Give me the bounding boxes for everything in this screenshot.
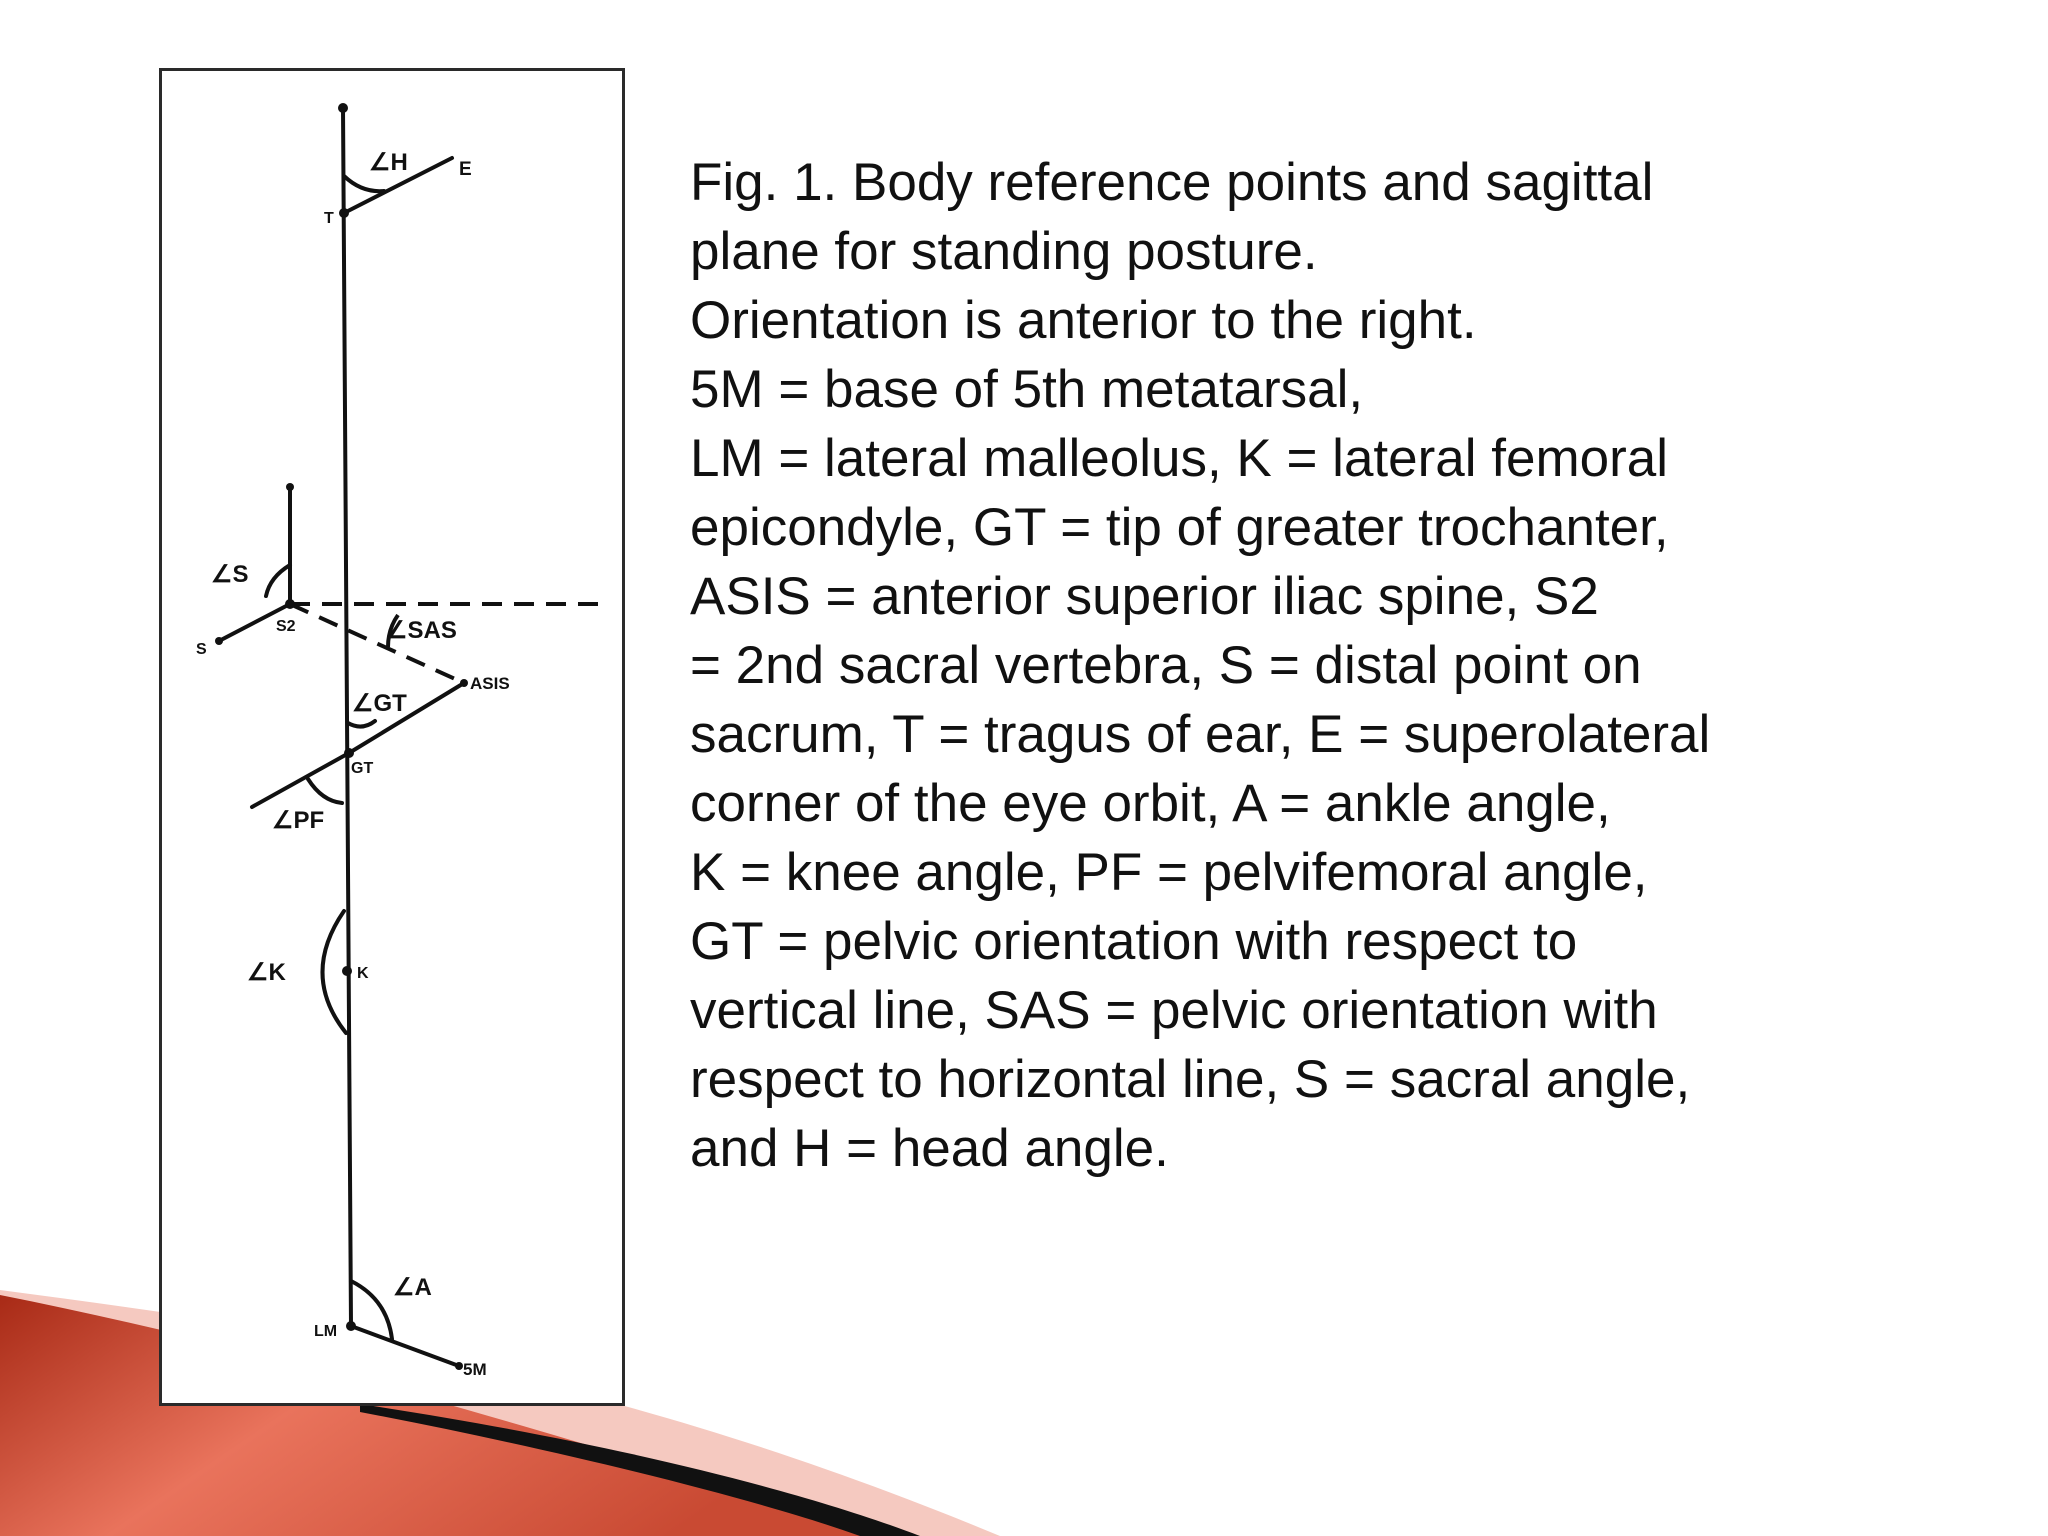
gt-angle-arc (348, 721, 375, 727)
5m-point (455, 1362, 463, 1370)
head-angle-arc (344, 176, 384, 191)
caption-line: Orientation is anterior to the right. (690, 291, 1477, 350)
sas-angle-label: ∠SAS (386, 617, 457, 644)
pelvifemoral-line (252, 753, 349, 807)
lm-label: LM (314, 1323, 338, 1340)
gt-point (344, 748, 354, 758)
caption-line: GT = pelvic orientation with respect to (690, 912, 1578, 971)
gt-label: GT (351, 760, 374, 777)
caption-line: and H = head angle. (690, 1119, 1169, 1178)
caption-line: ASIS = anterior superior iliac spine, S2 (690, 567, 1599, 626)
pf-angle-label: ∠PF (272, 807, 325, 834)
caption-line: vertical line, SAS = pelvic orientation with (690, 981, 1658, 1040)
sacral-top-point (286, 483, 294, 491)
caption-line: K = knee angle, PF = pelvifemoral angle, (690, 843, 1648, 902)
ankle-angle-label: ∠A (393, 1274, 432, 1301)
top-point (338, 103, 348, 113)
knee-angle-label: ∠K (247, 959, 286, 986)
s-label: S (196, 641, 207, 658)
k-label: K (357, 965, 369, 982)
caption-line: plane for standing posture. (690, 222, 1318, 281)
foot-line (351, 1326, 459, 1366)
gt-angle-label: ∠GT (352, 690, 407, 717)
caption-line: sacrum, T = tragus of ear, E = superolateral (690, 705, 1711, 764)
caption-line: respect to horizontal line, S = sacral angle, (690, 1050, 1691, 1109)
caption-line: corner of the eye orbit, A = ankle angle, (690, 774, 1611, 833)
s2-point (285, 599, 295, 609)
tragus-point (339, 208, 349, 218)
sacral-angle-label: ∠S (211, 561, 249, 588)
caption-line: = 2nd sacral vertebra, S = distal point on (690, 636, 1642, 695)
vertical-reference-line (343, 108, 351, 1326)
figure-panel (159, 68, 625, 1406)
asis-label: ASIS (470, 674, 510, 693)
s2-label: S2 (276, 618, 296, 635)
s-point (215, 637, 223, 645)
e-label: E (459, 159, 472, 180)
figure-caption (690, 148, 1890, 1183)
caption-line: Fig. 1. Body reference points and sagittal (690, 153, 1654, 212)
head-angle-label: ∠H (369, 149, 408, 176)
sacral-angle-arc (266, 565, 290, 596)
asis-point (460, 679, 468, 687)
caption-line: LM = lateral malleolus, K = lateral femoral (690, 429, 1668, 488)
caption-line: epicondyle, GT = tip of greater trochanter, (690, 498, 1669, 557)
lm-point (346, 1321, 356, 1331)
k-point (342, 966, 352, 976)
5m-label: 5M (463, 1360, 487, 1379)
sagittal-plane-diagram (162, 71, 628, 1409)
caption-line: 5M = base of 5th metatarsal, (690, 360, 1364, 419)
t-label: T (324, 210, 334, 227)
pf-angle-arc (308, 779, 342, 803)
